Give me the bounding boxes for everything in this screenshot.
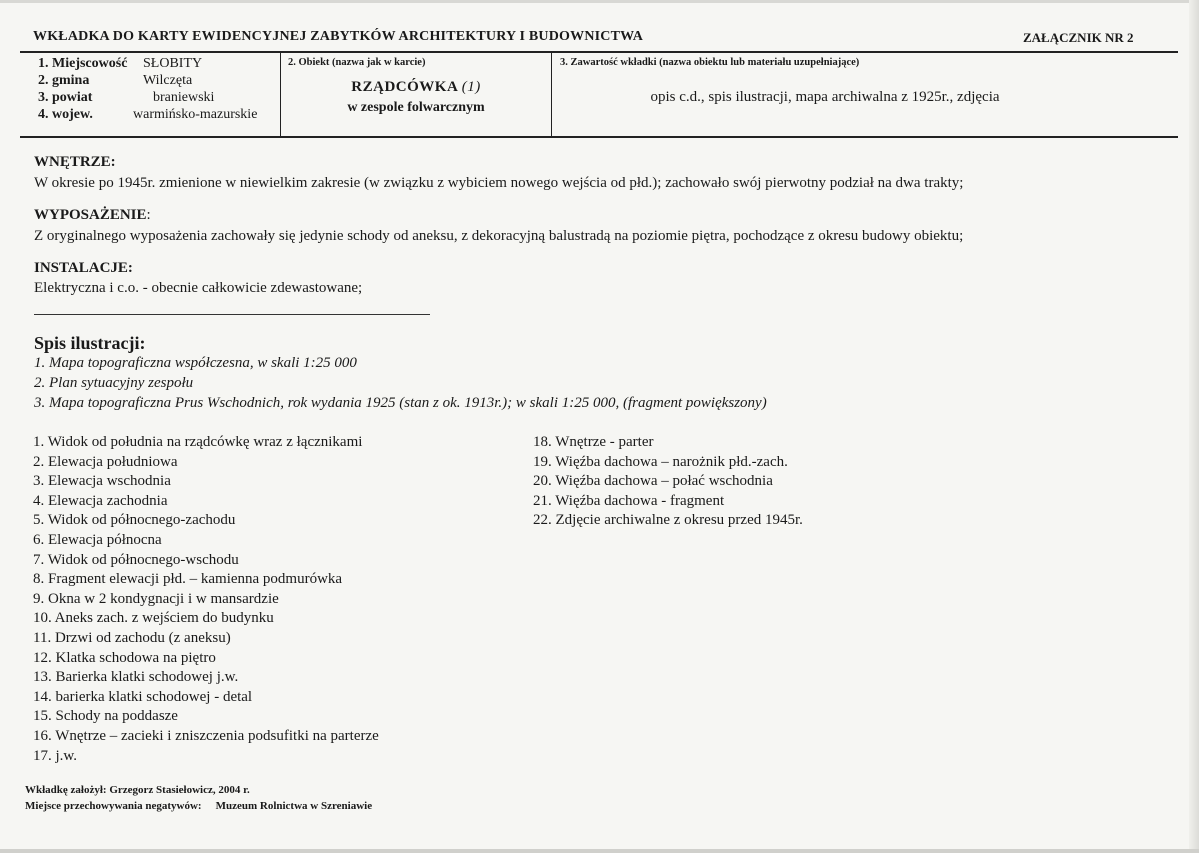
illustrations-heading: Spis ilustracji: (34, 333, 146, 353)
list-item: 21. Więźba dachowa - fragment (533, 492, 725, 509)
equipment-text: Z oryginalnego wyposażenia zachowały się jedynie schody od aneksu, z dekoracyjną balustradą na poziomie piętra, pochodzące z okresu budowy obiektu; (34, 228, 964, 244)
photo-list-left (33, 433, 379, 766)
header-rule-top (20, 51, 1178, 53)
commune-label: 2. gmina (38, 73, 90, 88)
list-item: 8. Fragment elewacji płd. – kamienna podmurówka (33, 571, 343, 588)
object-name-note: (1) (461, 79, 481, 95)
list-item: 13. Barierka klatki schodowej j.w. (33, 669, 239, 686)
installations-text: Elektryczna i c.o. - obecnie całkowicie zdewastowane; (34, 280, 363, 296)
map-item: 3. Mapa topograficzna Prus Wschodnich, rok wydania 1925 (stan z ok. 1913r.); w skali 1:25 000, (fragment powiększony) (34, 395, 767, 411)
list-item: 9. Okna w 2 kondygnacji i w mansardzie (33, 590, 279, 607)
storage-value: Muzeum Rolnictwa w Szreniawie (215, 800, 373, 812)
list-item: 4. Elewacja zachodnia (33, 492, 168, 509)
map-item: 1. Mapa topograficzna współczesna, w skali 1:25 000 (34, 355, 357, 371)
list-item: 2. Elewacja południowa (33, 453, 178, 470)
contents-value: opis c.d., spis ilustracji, mapa archiwalna z 1925r., zdjęcia (650, 89, 1000, 105)
contents-column-header: 3. Zawartość wkładki (nazwa obiektu lub materiału uzupełniające) (560, 57, 860, 68)
interior-heading: WNĘTRZE: (34, 154, 116, 170)
equipment-heading-colon: : (146, 207, 151, 223)
list-item: 6. Elewacja północna (33, 531, 162, 548)
equipment-heading-text: WYPOSAŻENIE (34, 207, 147, 223)
author-label: Wkładkę założył: (25, 784, 107, 796)
list-item: 14. barierka klatki schodowej - detal (33, 688, 253, 705)
equipment-heading (34, 207, 151, 224)
column-divider-1 (280, 52, 281, 136)
locality-value: SŁOBITY (143, 56, 203, 71)
annex-number: ZAŁĄCZNIK NR 2 (1023, 30, 1134, 45)
location-block (38, 55, 257, 123)
list-item: 15. Schody na poddasze (33, 708, 178, 725)
list-item: 1. Widok od południa na rządcówkę wraz z łącznikami (33, 434, 363, 450)
list-item: 7. Widok od północnego-wschodu (33, 551, 239, 568)
author-line (25, 784, 250, 796)
author-value: Grzegorz Stasiełowicz, 2004 r. (109, 784, 250, 796)
storage-line (25, 800, 372, 812)
scan-edge-bottom (0, 849, 1199, 853)
photo-list-right (533, 433, 803, 531)
list-item: 22. Zdjęcie archiwalne z okresu przed 1945r. (533, 512, 803, 529)
document-title: WKŁADKA DO KARTY EWIDENCYJNEJ ZABYTKÓW ARCHITEKTURY I BUDOWNICTWA (33, 29, 644, 44)
interior-text: W okresie po 1945r. zmienione w niewielkim zakresie (w związku z wybiciem nowego wejścia od płd.); zachowało swój pierwotny podział na dwa trakty; (34, 175, 964, 191)
commune-value: Wilczęta (143, 73, 193, 88)
object-name (282, 79, 550, 96)
list-item: 18. Wnętrze - parter (533, 434, 654, 450)
list-item: 17. j.w. (33, 747, 78, 764)
district-value: braniewski (153, 90, 215, 105)
locality-label: 1. Miejscowość (38, 56, 128, 71)
object-subtitle: w zespole folwarcznym (347, 100, 485, 115)
list-item: 16. Wnętrze – zacieki i zniszczenia podsufitki na parterze (33, 727, 379, 744)
list-item: 5. Widok od północnego-zachodu (33, 512, 236, 529)
list-item: 3. Elewacja wschodnia (33, 473, 171, 490)
scan-edge-top (0, 0, 1199, 3)
object-column-header: 2. Obiekt (nazwa jak w karcie) (288, 57, 426, 68)
scan-edge-right (1189, 0, 1199, 853)
object-name-text: RZĄDCÓWKA (351, 79, 458, 95)
section-separator (34, 314, 430, 315)
list-item: 19. Więźba dachowa – narożnik płd.-zach. (533, 453, 788, 470)
voivodeship-value: warmińsko-mazurskie (133, 107, 258, 122)
map-item: 2. Plan sytuacyjny zespołu (34, 375, 194, 391)
header-rule-bottom (20, 136, 1178, 138)
installations-heading: INSTALACJE: (34, 260, 133, 276)
list-item: 11. Drzwi od zachodu (z aneksu) (33, 629, 231, 646)
storage-label: Miejsce przechowywania negatywów: (25, 800, 202, 812)
list-item: 20. Więźba dachowa – połać wschodnia (533, 473, 773, 490)
list-item: 12. Klatka schodowa na piętro (33, 649, 216, 666)
voivodeship-label: 4. wojew. (38, 107, 93, 122)
district-label: 3. powiat (38, 90, 93, 105)
list-item: 10. Aneks zach. z wejściem do budynku (33, 610, 274, 627)
